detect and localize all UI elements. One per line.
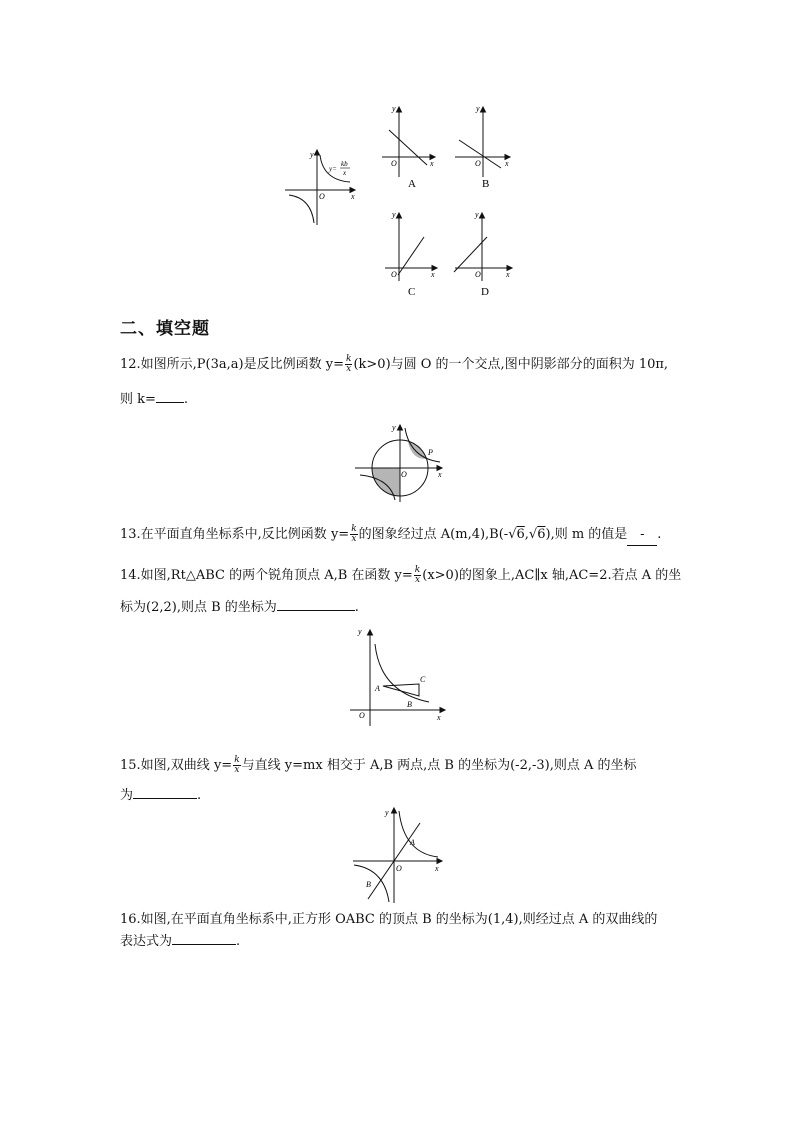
option-d-o: O	[475, 270, 481, 279]
q14-fraction	[414, 566, 421, 585]
q16-text-line2: 表达式为	[120, 934, 173, 949]
q15-frac-den: x	[234, 765, 240, 775]
q14-fig-o: O	[359, 711, 365, 720]
q14-fig-a: A	[375, 684, 380, 693]
q16-line2	[120, 932, 240, 952]
q12-fraction	[345, 355, 352, 374]
q12-fig-x: x	[438, 470, 442, 479]
option-b-o: O	[475, 159, 481, 168]
q14-fig-c: C	[420, 675, 426, 684]
q14-line1	[120, 566, 681, 586]
q15-fig-o: O	[396, 864, 402, 873]
option-a-label: A	[408, 178, 416, 190]
q15-text-a: 15.如图,双曲线 y=	[120, 758, 233, 773]
option-b-label: B	[482, 178, 490, 190]
option-d-x: x	[506, 270, 510, 279]
q15-fig-a: A	[410, 838, 415, 847]
q15-fig-b: B	[366, 880, 371, 889]
option-d-label: D	[481, 286, 489, 298]
curve-label-den: x	[343, 169, 347, 177]
top-figure	[275, 95, 535, 305]
q15-answer-blank[interactable]	[133, 798, 197, 799]
option-b-graph	[455, 107, 510, 177]
option-a-x: x	[430, 159, 434, 168]
q15-fraction	[233, 756, 240, 775]
q13-text-b: 的图象经过点 A(m,4),B(-	[358, 527, 509, 542]
q16-answer-blank[interactable]	[172, 944, 236, 945]
curve-label-prefix: y=	[329, 165, 337, 173]
curve-label-num: kb	[341, 160, 348, 168]
option-a-y: y	[392, 104, 396, 113]
q12-fig-y: y	[392, 423, 396, 432]
q14-text-line2: 标为(2,2),则点 B 的坐标为	[120, 600, 277, 615]
q14-text-a: 14.如图,Rt△ABC 的两个锐角顶点 A,B 在函数 y=	[120, 568, 413, 583]
main-label-x: x	[351, 192, 355, 201]
option-a-graph	[382, 107, 435, 177]
q14-frac-den: x	[414, 575, 421, 585]
q13-sqrt2: 6	[537, 527, 546, 542]
section-heading: 二、填空题	[120, 319, 210, 339]
main-label-y: y	[310, 150, 314, 159]
q14-line2	[120, 598, 359, 618]
q12-frac-num: k	[345, 354, 352, 364]
q13-answer-blank[interactable]: -	[627, 525, 657, 546]
q14-answer-blank[interactable]	[277, 610, 355, 611]
q13-line: 13.在平面直角坐标系中,反比例函数 y= $\frac{k}{x}$ 的图象经过点 A(m,4),B(-√6,√6),则 m 的值是 - .	[120, 524, 662, 544]
option-b-y: y	[476, 104, 480, 113]
q16-line1	[120, 910, 657, 930]
q14-fig-x: x	[437, 713, 441, 722]
q15-text-line2: 为	[120, 788, 134, 803]
q13-fraction	[350, 525, 357, 544]
option-b-x: x	[505, 159, 509, 168]
q13-frac-den: x	[351, 534, 357, 544]
q15-figure	[350, 805, 450, 905]
q12-text-line2: 则 k=	[120, 392, 156, 407]
q14-figure	[345, 622, 450, 727]
q14-line2-end: .	[354, 600, 359, 615]
main-label-o: O	[319, 192, 325, 201]
q12-figure	[350, 420, 450, 505]
q15-line1	[120, 756, 637, 776]
q15-fig-x: x	[435, 864, 439, 873]
q13-text-c: ,	[524, 527, 529, 542]
q13-frac-num: k	[351, 524, 357, 534]
q12-fig-o: O	[401, 470, 407, 479]
q12-fig-p: P	[428, 448, 433, 457]
option-c-x: x	[431, 270, 435, 279]
q12-text-b: (k>0)与圆 O 的一个交点,图中阴影部分的面积为 10π,	[353, 357, 669, 372]
q13-text-a: 13.在平面直角坐标系中,反比例函数 y=	[120, 527, 350, 542]
q12-line2: 则 k= .	[120, 392, 189, 407]
q15-frac-num: k	[234, 755, 240, 765]
q13-sqrt1: 6	[516, 527, 525, 542]
q12-frac-den: x	[346, 364, 352, 374]
option-c-o: O	[391, 270, 397, 279]
q14-frac-num: k	[414, 565, 421, 575]
q12-answer-blank[interactable]	[156, 402, 184, 403]
q14-fig-y: y	[358, 627, 362, 636]
q13-text-e: .	[657, 527, 662, 542]
option-c-y: y	[392, 210, 396, 219]
option-c-label: C	[408, 286, 416, 298]
q16-text-line1: 16.如图,在平面直角坐标系中,正方形 OABC 的顶点 B 的坐标为(1,4),则经过点 A 的双曲线的	[120, 912, 658, 927]
q15-text-b: 与直线 y=mx 相交于 A,B 两点,点 B 的坐标为(-2,-3),则点 A 的坐标	[241, 758, 637, 773]
q15-fig-y: y	[385, 808, 389, 817]
q14-fig-b: B	[407, 700, 412, 709]
q12-line1	[120, 355, 668, 375]
q13-text-d: ),则 m 的值是	[545, 527, 628, 542]
q12-text-a: 12.如图所示,P(3a,a)是反比例函数 y=	[120, 357, 344, 372]
q15-line2	[120, 786, 201, 806]
q16-line2-end: .	[236, 934, 241, 949]
option-a-o: O	[391, 159, 397, 168]
q14-text-b: (x>0)的图象上,AC∥x 轴,AC=2.若点 A 的坐	[422, 568, 682, 583]
option-d-graph	[454, 213, 512, 281]
q15-line2-end: .	[197, 788, 202, 803]
option-d-y: y	[475, 210, 479, 219]
